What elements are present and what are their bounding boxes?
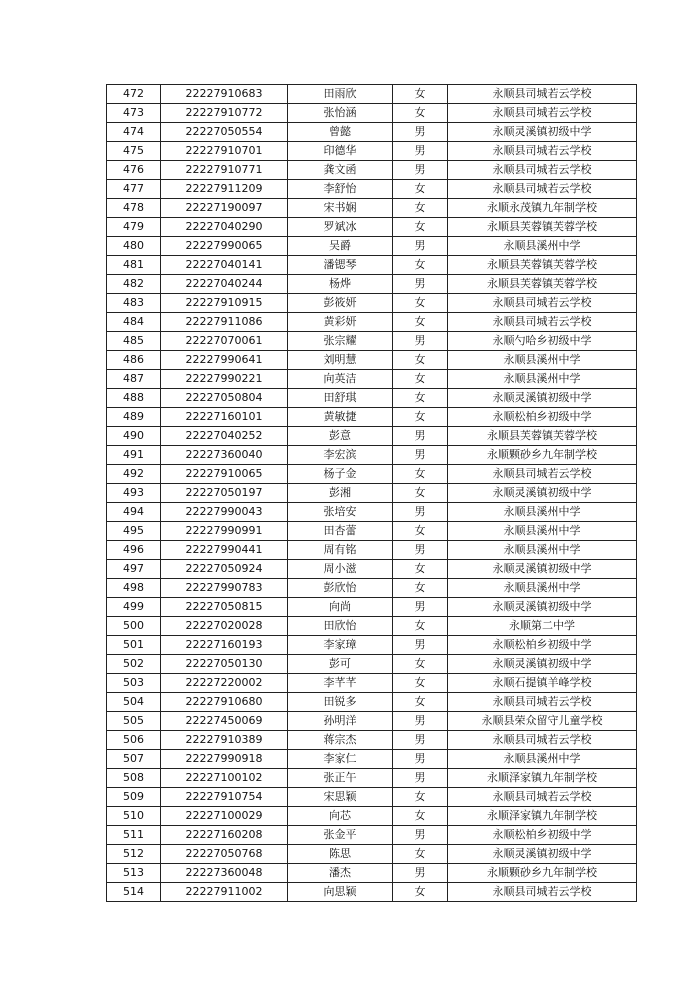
student-table [106, 84, 637, 902]
student-name-cell: 张培安 [288, 503, 393, 522]
gender-cell: 女 [393, 218, 448, 237]
exam-id-cell: 22227100102 [161, 769, 288, 788]
school-cell: 永顺灵溪镇初级中学 [448, 655, 637, 674]
row-number-cell: 485 [107, 332, 161, 351]
exam-id-cell: 22227910683 [161, 85, 288, 104]
row-number-cell: 472 [107, 85, 161, 104]
student-name-cell: 彭意 [288, 427, 393, 446]
exam-id-cell: 22227020028 [161, 617, 288, 636]
row-number-cell: 493 [107, 484, 161, 503]
student-name-cell: 李舒怡 [288, 180, 393, 199]
row-number-cell: 510 [107, 807, 161, 826]
exam-id-cell: 22227990065 [161, 237, 288, 256]
table-row [107, 807, 637, 826]
student-name-cell: 田雨欣 [288, 85, 393, 104]
gender-cell: 男 [393, 446, 448, 465]
student-name-cell: 曾懿 [288, 123, 393, 142]
row-number-cell: 506 [107, 731, 161, 750]
exam-id-cell: 22227450069 [161, 712, 288, 731]
student-name-cell: 印德华 [288, 142, 393, 161]
school-cell: 永顺县芙蓉镇芙蓉学校 [448, 218, 637, 237]
exam-id-cell: 22227160101 [161, 408, 288, 427]
row-number-cell: 486 [107, 351, 161, 370]
row-number-cell: 499 [107, 598, 161, 617]
table-row [107, 161, 637, 180]
exam-id-cell: 22227050815 [161, 598, 288, 617]
student-name-cell: 张金平 [288, 826, 393, 845]
row-number-cell: 508 [107, 769, 161, 788]
exam-id-cell: 22227910389 [161, 731, 288, 750]
school-cell: 永顺县溪州中学 [448, 522, 637, 541]
exam-id-cell: 22227050197 [161, 484, 288, 503]
school-cell: 永顺永茂镇九年制学校 [448, 199, 637, 218]
exam-id-cell: 22227910701 [161, 142, 288, 161]
exam-id-cell: 22227050924 [161, 560, 288, 579]
table-row [107, 180, 637, 199]
gender-cell: 男 [393, 275, 448, 294]
exam-id-cell: 22227220002 [161, 674, 288, 693]
exam-id-cell: 22227050130 [161, 655, 288, 674]
gender-cell: 男 [393, 123, 448, 142]
student-name-cell: 周小滋 [288, 560, 393, 579]
gender-cell: 女 [393, 104, 448, 123]
exam-id-cell: 22227360040 [161, 446, 288, 465]
student-name-cell: 张宗耀 [288, 332, 393, 351]
row-number-cell: 509 [107, 788, 161, 807]
row-number-cell: 512 [107, 845, 161, 864]
table-row [107, 389, 637, 408]
school-cell: 永顺县溪州中学 [448, 503, 637, 522]
gender-cell: 男 [393, 142, 448, 161]
row-number-cell: 514 [107, 883, 161, 902]
student-name-cell: 潘杰 [288, 864, 393, 883]
exam-id-cell: 22227910772 [161, 104, 288, 123]
school-cell: 永顺县司城若云学校 [448, 180, 637, 199]
exam-id-cell: 22227050768 [161, 845, 288, 864]
gender-cell: 女 [393, 807, 448, 826]
school-cell: 永顺县溪州中学 [448, 541, 637, 560]
exam-id-cell: 22227160208 [161, 826, 288, 845]
table-row [107, 142, 637, 161]
gender-cell: 女 [393, 617, 448, 636]
gender-cell: 男 [393, 864, 448, 883]
table-row [107, 598, 637, 617]
school-cell: 永顺县司城若云学校 [448, 85, 637, 104]
row-number-cell: 478 [107, 199, 161, 218]
table-row [107, 275, 637, 294]
student-name-cell: 陈思 [288, 845, 393, 864]
row-number-cell: 487 [107, 370, 161, 389]
school-cell: 永顺松柏乡初级中学 [448, 636, 637, 655]
school-cell: 永顺县司城若云学校 [448, 693, 637, 712]
table-row [107, 408, 637, 427]
exam-id-cell: 22227990918 [161, 750, 288, 769]
student-name-cell: 田欣怡 [288, 617, 393, 636]
exam-id-cell: 22227910065 [161, 465, 288, 484]
gender-cell: 男 [393, 237, 448, 256]
row-number-cell: 476 [107, 161, 161, 180]
exam-id-cell: 22227910771 [161, 161, 288, 180]
school-cell: 永顺县溪州中学 [448, 750, 637, 769]
school-cell: 永顺灵溪镇初级中学 [448, 598, 637, 617]
school-cell: 永顺勺哈乡初级中学 [448, 332, 637, 351]
exam-id-cell: 22227990221 [161, 370, 288, 389]
school-cell: 永顺县司城若云学校 [448, 883, 637, 902]
row-number-cell: 507 [107, 750, 161, 769]
table-row [107, 541, 637, 560]
row-number-cell: 501 [107, 636, 161, 655]
table-row [107, 731, 637, 750]
roster-sheet [106, 84, 637, 902]
table-row [107, 617, 637, 636]
gender-cell: 女 [393, 522, 448, 541]
table-row [107, 256, 637, 275]
table-row [107, 788, 637, 807]
row-number-cell: 489 [107, 408, 161, 427]
student-name-cell: 彭欣怡 [288, 579, 393, 598]
table-row [107, 750, 637, 769]
gender-cell: 女 [393, 85, 448, 104]
school-cell: 永顺灵溪镇初级中学 [448, 560, 637, 579]
student-name-cell: 黄敏捷 [288, 408, 393, 427]
student-name-cell: 蒋宗杰 [288, 731, 393, 750]
row-number-cell: 496 [107, 541, 161, 560]
gender-cell: 女 [393, 560, 448, 579]
row-number-cell: 488 [107, 389, 161, 408]
table-row [107, 218, 637, 237]
school-cell: 永顺县溪州中学 [448, 237, 637, 256]
exam-id-cell: 22227990043 [161, 503, 288, 522]
table-row [107, 446, 637, 465]
student-name-cell: 吴爵 [288, 237, 393, 256]
school-cell: 永顺泽家镇九年制学校 [448, 769, 637, 788]
student-name-cell: 宋思颖 [288, 788, 393, 807]
row-number-cell: 473 [107, 104, 161, 123]
student-name-cell: 向思颖 [288, 883, 393, 902]
row-number-cell: 484 [107, 313, 161, 332]
student-name-cell: 田舒琪 [288, 389, 393, 408]
exam-id-cell: 22227050554 [161, 123, 288, 142]
table-row [107, 199, 637, 218]
school-cell: 永顺县司城若云学校 [448, 142, 637, 161]
gender-cell: 男 [393, 598, 448, 617]
exam-id-cell: 22227910680 [161, 693, 288, 712]
exam-id-cell: 22227990783 [161, 579, 288, 598]
row-number-cell: 474 [107, 123, 161, 142]
school-cell: 永顺县司城若云学校 [448, 465, 637, 484]
student-name-cell: 田锐多 [288, 693, 393, 712]
student-name-cell: 罗斌冰 [288, 218, 393, 237]
student-name-cell: 潘锶琴 [288, 256, 393, 275]
row-number-cell: 483 [107, 294, 161, 313]
table-row [107, 351, 637, 370]
gender-cell: 男 [393, 750, 448, 769]
row-number-cell: 480 [107, 237, 161, 256]
table-row [107, 370, 637, 389]
gender-cell: 女 [393, 408, 448, 427]
exam-id-cell: 22227990991 [161, 522, 288, 541]
gender-cell: 女 [393, 313, 448, 332]
exam-id-cell: 22227050804 [161, 389, 288, 408]
student-name-cell: 张正午 [288, 769, 393, 788]
row-number-cell: 498 [107, 579, 161, 598]
gender-cell: 女 [393, 180, 448, 199]
exam-id-cell: 22227100029 [161, 807, 288, 826]
table-row [107, 294, 637, 313]
student-name-cell: 向尚 [288, 598, 393, 617]
row-number-cell: 511 [107, 826, 161, 845]
student-name-cell: 彭湘 [288, 484, 393, 503]
row-number-cell: 479 [107, 218, 161, 237]
student-name-cell: 彭筱妍 [288, 294, 393, 313]
student-name-cell: 田杏蕾 [288, 522, 393, 541]
table-row [107, 864, 637, 883]
row-number-cell: 504 [107, 693, 161, 712]
table-row [107, 313, 637, 332]
table-row [107, 674, 637, 693]
exam-id-cell: 22227911209 [161, 180, 288, 199]
school-cell: 永顺县司城若云学校 [448, 294, 637, 313]
student-name-cell: 李家仁 [288, 750, 393, 769]
row-number-cell: 475 [107, 142, 161, 161]
school-cell: 永顺县司城若云学校 [448, 731, 637, 750]
student-table-body [107, 85, 637, 902]
table-row [107, 560, 637, 579]
gender-cell: 女 [393, 883, 448, 902]
school-cell: 永顺县芙蓉镇芙蓉学校 [448, 275, 637, 294]
table-row [107, 123, 637, 142]
exam-id-cell: 22227990441 [161, 541, 288, 560]
student-name-cell: 向芯 [288, 807, 393, 826]
table-row [107, 427, 637, 446]
gender-cell: 女 [393, 674, 448, 693]
school-cell: 永顺灵溪镇初级中学 [448, 484, 637, 503]
school-cell: 永顺县溪州中学 [448, 370, 637, 389]
student-name-cell: 彭可 [288, 655, 393, 674]
gender-cell: 男 [393, 427, 448, 446]
school-cell: 永顺颗砂乡九年制学校 [448, 864, 637, 883]
gender-cell: 男 [393, 636, 448, 655]
table-row [107, 655, 637, 674]
student-name-cell: 李宏滨 [288, 446, 393, 465]
school-cell: 永顺县溪州中学 [448, 579, 637, 598]
table-row [107, 712, 637, 731]
table-row [107, 104, 637, 123]
row-number-cell: 477 [107, 180, 161, 199]
gender-cell: 男 [393, 161, 448, 180]
exam-id-cell: 22227190097 [161, 199, 288, 218]
row-number-cell: 491 [107, 446, 161, 465]
exam-id-cell: 22227360048 [161, 864, 288, 883]
student-name-cell: 李芊芊 [288, 674, 393, 693]
gender-cell: 男 [393, 712, 448, 731]
gender-cell: 女 [393, 788, 448, 807]
row-number-cell: 497 [107, 560, 161, 579]
row-number-cell: 503 [107, 674, 161, 693]
row-number-cell: 492 [107, 465, 161, 484]
table-row [107, 85, 637, 104]
gender-cell: 男 [393, 731, 448, 750]
row-number-cell: 505 [107, 712, 161, 731]
exam-id-cell: 22227160193 [161, 636, 288, 655]
school-cell: 永顺第二中学 [448, 617, 637, 636]
gender-cell: 男 [393, 826, 448, 845]
school-cell: 永顺县司城若云学校 [448, 161, 637, 180]
gender-cell: 女 [393, 351, 448, 370]
table-row [107, 883, 637, 902]
school-cell: 永顺县溪州中学 [448, 351, 637, 370]
exam-id-cell: 22227070061 [161, 332, 288, 351]
school-cell: 永顺县司城若云学校 [448, 313, 637, 332]
school-cell: 永顺石提镇羊峰学校 [448, 674, 637, 693]
gender-cell: 男 [393, 769, 448, 788]
row-number-cell: 494 [107, 503, 161, 522]
student-name-cell: 向英洁 [288, 370, 393, 389]
school-cell: 永顺泽家镇九年制学校 [448, 807, 637, 826]
gender-cell: 男 [393, 541, 448, 560]
row-number-cell: 481 [107, 256, 161, 275]
row-number-cell: 490 [107, 427, 161, 446]
student-name-cell: 刘明慧 [288, 351, 393, 370]
table-row [107, 769, 637, 788]
gender-cell: 女 [393, 693, 448, 712]
student-name-cell: 杨子金 [288, 465, 393, 484]
gender-cell: 女 [393, 655, 448, 674]
student-name-cell: 杨烨 [288, 275, 393, 294]
school-cell: 永顺灵溪镇初级中学 [448, 389, 637, 408]
table-row [107, 332, 637, 351]
table-row [107, 826, 637, 845]
school-cell: 永顺灵溪镇初级中学 [448, 123, 637, 142]
exam-id-cell: 22227040290 [161, 218, 288, 237]
row-number-cell: 502 [107, 655, 161, 674]
gender-cell: 女 [393, 579, 448, 598]
school-cell: 永顺颗砂乡九年制学校 [448, 446, 637, 465]
row-number-cell: 495 [107, 522, 161, 541]
table-row [107, 845, 637, 864]
gender-cell: 女 [393, 256, 448, 275]
gender-cell: 女 [393, 370, 448, 389]
student-name-cell: 李家璋 [288, 636, 393, 655]
table-row [107, 503, 637, 522]
school-cell: 永顺灵溪镇初级中学 [448, 845, 637, 864]
exam-id-cell: 22227911086 [161, 313, 288, 332]
student-name-cell: 周有铭 [288, 541, 393, 560]
exam-id-cell: 22227990641 [161, 351, 288, 370]
table-row [107, 522, 637, 541]
student-name-cell: 宋书娴 [288, 199, 393, 218]
exam-id-cell: 22227040252 [161, 427, 288, 446]
exam-id-cell: 22227911002 [161, 883, 288, 902]
student-name-cell: 孙明洋 [288, 712, 393, 731]
gender-cell: 女 [393, 845, 448, 864]
exam-id-cell: 22227040244 [161, 275, 288, 294]
exam-id-cell: 22227910754 [161, 788, 288, 807]
school-cell: 永顺松柏乡初级中学 [448, 408, 637, 427]
gender-cell: 女 [393, 199, 448, 218]
exam-id-cell: 22227910915 [161, 294, 288, 313]
student-name-cell: 张怡涵 [288, 104, 393, 123]
student-name-cell: 龚文函 [288, 161, 393, 180]
table-row [107, 465, 637, 484]
gender-cell: 女 [393, 484, 448, 503]
school-cell: 永顺县芙蓉镇芙蓉学校 [448, 256, 637, 275]
school-cell: 永顺县芙蓉镇芙蓉学校 [448, 427, 637, 446]
student-name-cell: 黄彩妍 [288, 313, 393, 332]
table-row [107, 636, 637, 655]
school-cell: 永顺县司城若云学校 [448, 788, 637, 807]
gender-cell: 女 [393, 389, 448, 408]
table-row [107, 484, 637, 503]
table-row [107, 579, 637, 598]
gender-cell: 男 [393, 332, 448, 351]
exam-id-cell: 22227040141 [161, 256, 288, 275]
table-row [107, 237, 637, 256]
school-cell: 永顺县司城若云学校 [448, 104, 637, 123]
gender-cell: 女 [393, 294, 448, 313]
gender-cell: 男 [393, 503, 448, 522]
school-cell: 永顺松柏乡初级中学 [448, 826, 637, 845]
school-cell: 永顺县荣众留守儿童学校 [448, 712, 637, 731]
table-row [107, 693, 637, 712]
row-number-cell: 482 [107, 275, 161, 294]
gender-cell: 女 [393, 465, 448, 484]
row-number-cell: 500 [107, 617, 161, 636]
row-number-cell: 513 [107, 864, 161, 883]
